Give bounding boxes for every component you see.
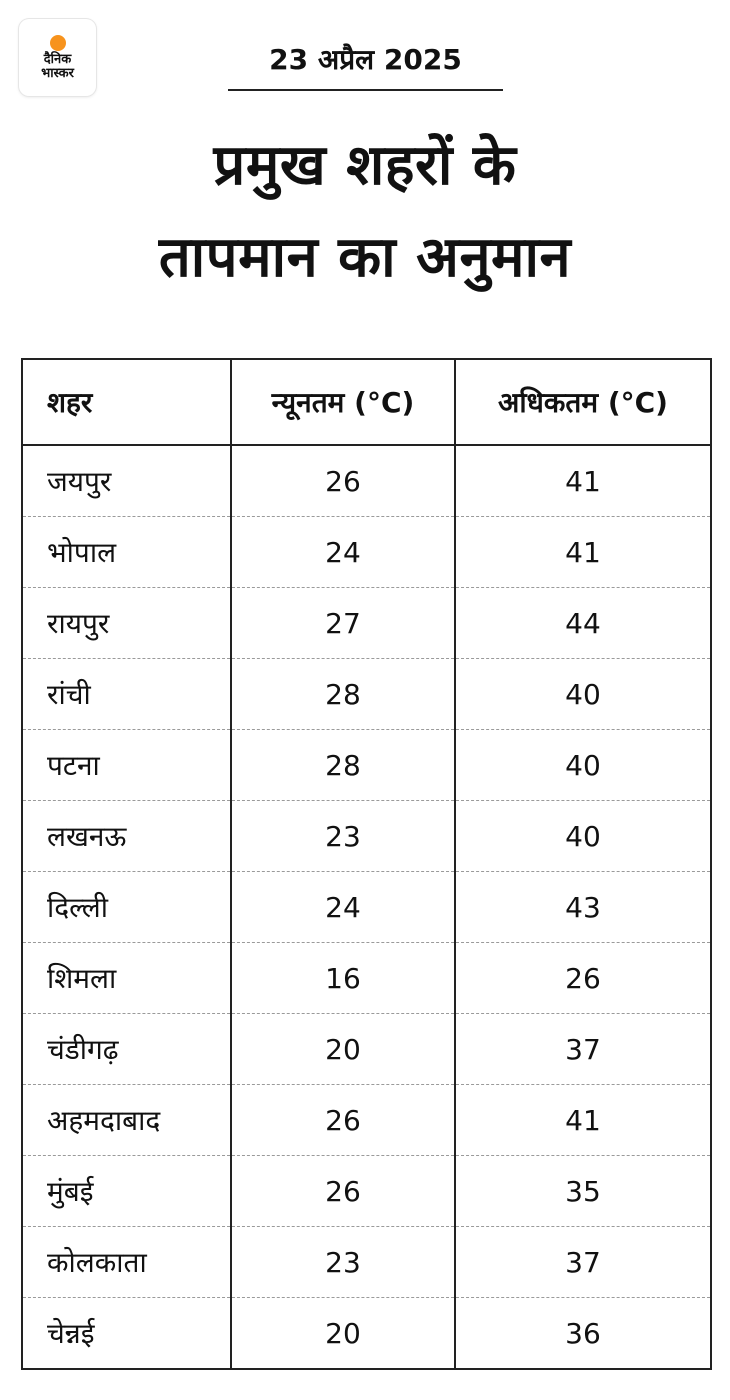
min-temp-cell: 16 bbox=[231, 943, 455, 1014]
date-underline bbox=[228, 89, 503, 91]
max-temp-cell: 41 bbox=[455, 517, 711, 588]
city-cell: चंडीगढ़ bbox=[22, 1014, 231, 1085]
min-temp-cell: 27 bbox=[231, 588, 455, 659]
min-temp-cell: 26 bbox=[231, 445, 455, 517]
header-max: अधिकतम (°C) bbox=[455, 359, 711, 445]
city-cell: मुंबई bbox=[22, 1156, 231, 1227]
date-label: 23 अप्रैल 2025 bbox=[269, 43, 462, 76]
table-header-row bbox=[22, 359, 711, 445]
header-city: शहर bbox=[22, 359, 231, 445]
city-cell: शिमला bbox=[22, 943, 231, 1014]
table-row bbox=[22, 943, 711, 1014]
min-temp-cell: 28 bbox=[231, 659, 455, 730]
temperature-table bbox=[21, 358, 712, 1370]
table-row bbox=[22, 588, 711, 659]
table-row bbox=[22, 1014, 711, 1085]
min-temp-cell: 20 bbox=[231, 1014, 455, 1085]
city-cell: अहमदाबाद bbox=[22, 1085, 231, 1156]
table-row bbox=[22, 659, 711, 730]
logo-line-1: दैनिक bbox=[43, 51, 72, 67]
city-cell: दिल्ली bbox=[22, 872, 231, 943]
table-row bbox=[22, 1227, 711, 1298]
header-min: न्यूनतम (°C) bbox=[231, 359, 455, 445]
min-temp-cell: 23 bbox=[231, 1227, 455, 1298]
max-temp-cell: 35 bbox=[455, 1156, 711, 1227]
max-temp-cell: 43 bbox=[455, 872, 711, 943]
city-cell: लखनऊ bbox=[22, 801, 231, 872]
city-cell: रायपुर bbox=[22, 588, 231, 659]
city-cell: जयपुर bbox=[22, 445, 231, 517]
max-temp-cell: 37 bbox=[455, 1014, 711, 1085]
table-row bbox=[22, 1156, 711, 1227]
min-temp-cell: 20 bbox=[231, 1298, 455, 1370]
table-row bbox=[22, 445, 711, 517]
city-cell: कोलकाता bbox=[22, 1227, 231, 1298]
table-row bbox=[22, 801, 711, 872]
max-temp-cell: 44 bbox=[455, 588, 711, 659]
table-row bbox=[22, 1298, 711, 1370]
min-temp-cell: 26 bbox=[231, 1156, 455, 1227]
table-row bbox=[22, 1085, 711, 1156]
max-temp-cell: 26 bbox=[455, 943, 711, 1014]
max-temp-cell: 41 bbox=[455, 445, 711, 517]
max-temp-cell: 36 bbox=[455, 1298, 711, 1370]
max-temp-cell: 37 bbox=[455, 1227, 711, 1298]
city-cell: रांची bbox=[22, 659, 231, 730]
min-temp-cell: 23 bbox=[231, 801, 455, 872]
city-cell: पटना bbox=[22, 730, 231, 801]
min-temp-cell: 24 bbox=[231, 517, 455, 588]
min-temp-cell: 26 bbox=[231, 1085, 455, 1156]
min-temp-cell: 28 bbox=[231, 730, 455, 801]
sun-icon bbox=[50, 35, 66, 51]
brand-logo bbox=[19, 19, 96, 96]
logo-line-2: भास्कर bbox=[41, 65, 74, 81]
table-row bbox=[22, 872, 711, 943]
title-line-1: प्रमुख शहरों के bbox=[213, 133, 517, 198]
city-cell: चेन्नई bbox=[22, 1298, 231, 1370]
city-cell: भोपाल bbox=[22, 517, 231, 588]
max-temp-cell: 41 bbox=[455, 1085, 711, 1156]
title-line-2: तापमान का अनुमान bbox=[158, 225, 572, 290]
max-temp-cell: 40 bbox=[455, 659, 711, 730]
table-row bbox=[22, 517, 711, 588]
max-temp-cell: 40 bbox=[455, 801, 711, 872]
max-temp-cell: 40 bbox=[455, 730, 711, 801]
page-title bbox=[0, 120, 730, 304]
table-row bbox=[22, 730, 711, 801]
min-temp-cell: 24 bbox=[231, 872, 455, 943]
